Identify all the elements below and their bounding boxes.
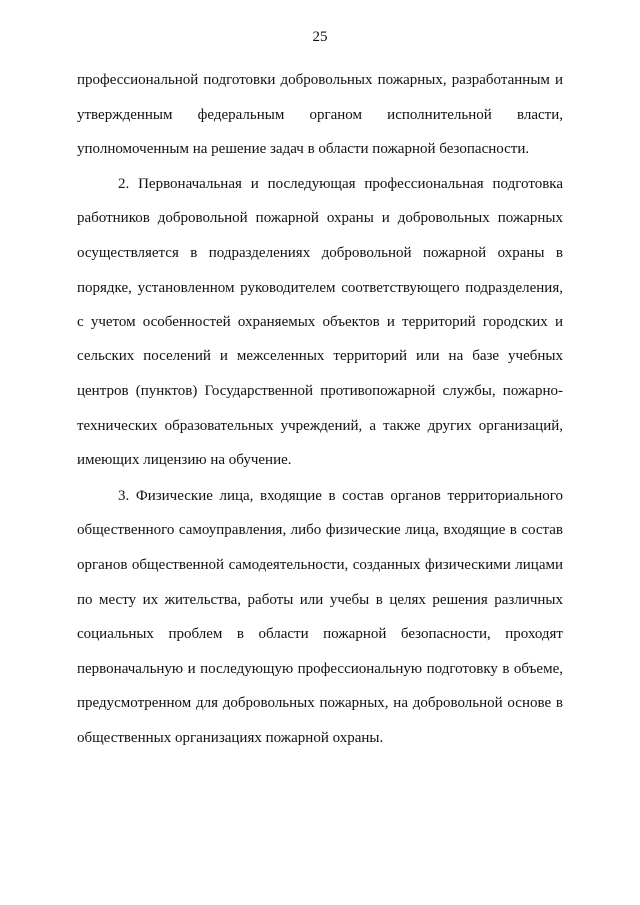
text-line: работников добровольной пожарной охраны и добровольных пожарных <box>77 210 563 226</box>
text-line: органов общественной самодеятельности, созданных физическими лицами <box>77 557 563 573</box>
page-number: 25 <box>312 29 328 45</box>
text-line: социальных проблем в области пожарной безопасности, проходят <box>77 626 563 642</box>
text-line: осуществляется в подразделениях добровольной пожарной охраны в <box>77 245 563 261</box>
text-line: утвержденным федеральным органом исполнительной власти, <box>77 107 563 123</box>
text-line: технических образовательных учреждений, а также других организаций, <box>77 418 563 434</box>
text-line: центров (пунктов) Государственной противопожарной службы, пожарно- <box>77 383 563 399</box>
text-line: предусмотренном для добровольных пожарных, на добровольной основе в <box>77 695 563 711</box>
text-line: общественного самоуправления, либо физические лица, входящие в состав <box>77 522 563 538</box>
text-line: имеющих лицензию на обучение. <box>77 452 292 468</box>
text-line: уполномоченным на решение задач в области пожарной безопасности. <box>77 141 530 157</box>
text-line: по месту их жительства, работы или учебы в целях решения различных <box>77 592 563 608</box>
text-line: 3. Физические лица, входящие в состав органов территориального <box>118 488 563 504</box>
text-line: порядке, установленном руководителем соответствующего подразделения, <box>77 280 563 296</box>
text-line: общественных организациях пожарной охраны. <box>77 730 384 746</box>
text-line: 2. Первоначальная и последующая профессиональная подготовка <box>118 176 563 192</box>
text-line: первоначальную и последующую профессиональную подготовку в объеме, <box>77 661 563 677</box>
text-line: сельских поселений и межселенных территорий или на базе учебных <box>77 348 563 364</box>
text-line: профессиональной подготовки добровольных пожарных, разработанным и <box>77 72 563 88</box>
text-line: с учетом особенностей охраняемых объектов и территорий городских и <box>77 314 563 330</box>
